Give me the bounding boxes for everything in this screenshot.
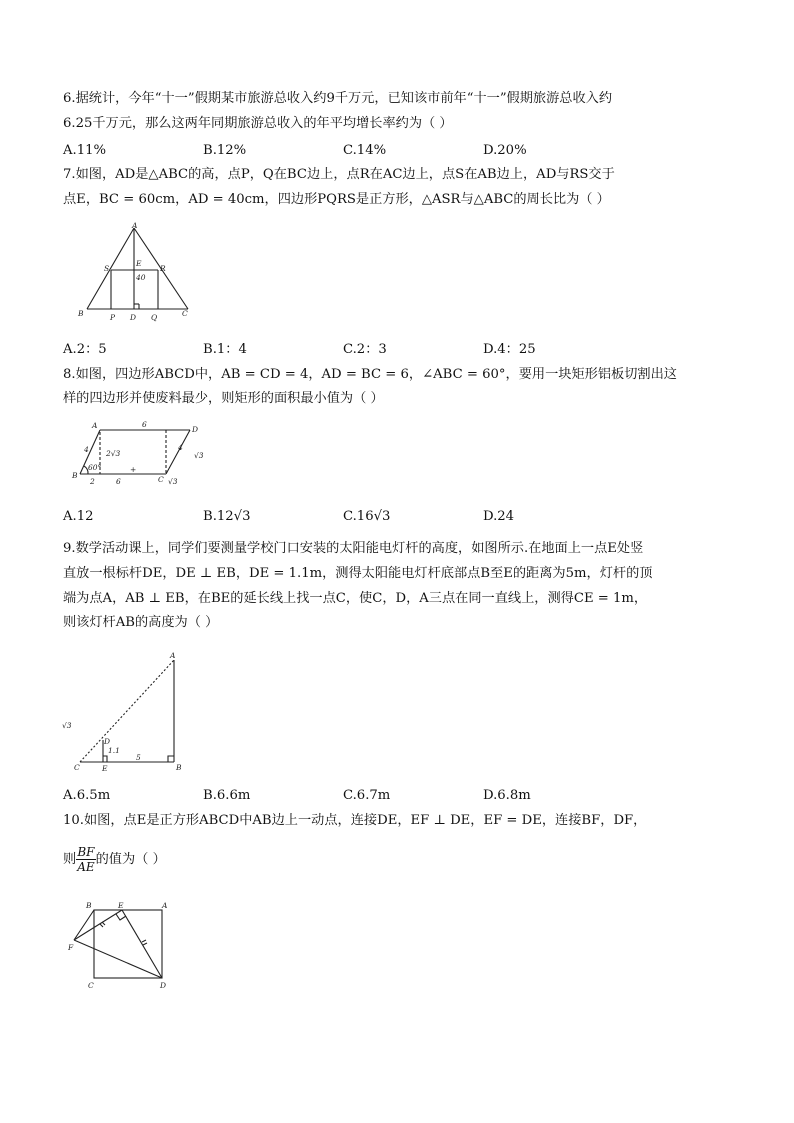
q7-line2: 点E，BC = 60cm，AD = 40cm，四边形PQRS是正方形，△ASR与△ABC的周长比为（ ）: [63, 192, 610, 207]
q8-option-d[interactable]: D.24: [483, 509, 515, 524]
q10-label-c: C: [88, 981, 94, 990]
q10-square-diagram: [68, 900, 174, 992]
q9-figure: [58, 650, 190, 772]
q8-label-rr: 4: [178, 443, 183, 452]
q6-option-b[interactable]: B.12%: [203, 143, 247, 158]
q10-figure: [68, 900, 174, 992]
q10-line2-prefix: 则: [63, 852, 77, 867]
q7-option-b[interactable]: B.1：4: [203, 342, 247, 357]
q8-label-angle: 60°: [88, 463, 102, 472]
q10-label-a: A: [162, 901, 168, 910]
q9-option-d[interactable]: D.6.8m: [483, 788, 531, 803]
q8-label-a: A: [92, 421, 98, 430]
q9-line4: 则该灯杆AB的高度为（ ）: [63, 615, 219, 630]
q7-label-r: R: [160, 264, 166, 273]
q10-label-b: B: [86, 901, 92, 910]
q7-option-a[interactable]: A.2：5: [63, 342, 107, 357]
q6-option-c[interactable]: C.14%: [343, 143, 387, 158]
q6-option-a[interactable]: A.11%: [63, 143, 107, 158]
q7-label-note: 40: [136, 273, 146, 282]
q7-triangle-diagram: [70, 222, 200, 330]
q9-option-c[interactable]: C.6.7m: [343, 788, 391, 803]
q8-option-a[interactable]: A.12: [63, 509, 94, 524]
q9-label-5: 5: [136, 753, 141, 762]
q10-fraction-numerator: BF: [77, 845, 95, 859]
q10-label-d: D: [160, 981, 167, 990]
q7-label-d: D: [130, 313, 137, 322]
q10-fraction: [76, 845, 95, 874]
q9-label-c: C: [74, 763, 80, 772]
q8-label-b: B: [72, 471, 78, 480]
q8-label-b6: 6: [116, 477, 121, 486]
q8-label-d: D: [192, 425, 199, 434]
q8-option-b[interactable]: B.12√3: [203, 509, 251, 524]
q9-label-side: √3: [62, 721, 72, 730]
q8-label-c3: √3: [168, 477, 178, 486]
q7-label-b: B: [78, 309, 84, 318]
q6-option-d[interactable]: D.20%: [483, 143, 527, 158]
q9-option-b[interactable]: B.6.6m: [203, 788, 251, 803]
q10-line2-suffix: 的值为（ ）: [95, 852, 166, 867]
q9-line3: 端为点A，AB ⊥ EB，在BE的延长线上找一点C，使C，D，A三点在同一直线上，测得CE = 1m，: [63, 591, 648, 606]
q7-figure: [70, 222, 200, 330]
q7-label-s: S: [104, 264, 110, 273]
q9-label-d: D: [104, 737, 111, 746]
q9-line1: 9.数学活动课上，同学们要测量学校门口安装的太阳能电灯杆的高度，如图所示.在地面上一点E处竖: [63, 541, 644, 556]
q8-figure: [68, 418, 218, 494]
q10-label-f: F: [68, 943, 74, 952]
q8-option-c[interactable]: C.16√3: [343, 509, 391, 524]
q10-line2: [63, 845, 166, 874]
q7-label-c: C: [182, 309, 188, 318]
q10-line1: 10.如图，点E是正方形ABCD中AB边上一动点，连接DE，EF ⊥ DE，EF = DE，连接BF，DF，: [63, 813, 647, 828]
q8-label-c: C: [158, 475, 164, 484]
q10-label-e: E: [118, 901, 124, 910]
q6-line1: 6.据统计，今年“十一”假期某市旅游总收入约9千万元，已知该市前年“十一”假期旅游总收入约: [63, 91, 613, 106]
q7-line1: 7.如图，AD是△ABC的高，点P，Q在BC边上，点R在AC边上，点S在AB边上，AD与RS交于: [63, 167, 615, 182]
q7-label-q: Q: [151, 313, 158, 322]
q8-parallelogram-diagram: [68, 418, 218, 494]
q7-label-p: P: [110, 313, 116, 322]
q9-label-1-1: 1.1: [108, 746, 120, 755]
q7-label-a: A: [132, 222, 138, 230]
q7-option-c[interactable]: C.2：3: [343, 342, 387, 357]
q7-option-d[interactable]: D.4：25: [483, 342, 536, 357]
q9-line2: 直放一根标杆DE，DE ⊥ EB，DE = 1.1m，测得太阳能电灯杆底部点B至E的距离为5m，灯杆的顶: [63, 566, 653, 581]
q8-label-top: 6: [142, 420, 147, 429]
q9-lamppost-diagram: [58, 650, 190, 772]
q8-label-mid: 2√3: [106, 449, 121, 458]
q8-label-r3: √3: [194, 451, 204, 460]
q8-label-left: 4: [84, 445, 89, 454]
q9-label-a: A: [170, 651, 176, 660]
q8-label-b2: 2: [90, 477, 95, 486]
q6-line2: 6.25千万元，那么这两年同期旅游总收入的年平均增长率约为（ ）: [63, 116, 453, 131]
q9-label-b: B: [176, 763, 182, 772]
q10-fraction-denominator: AE: [77, 860, 95, 874]
q8-label-plus: +: [130, 465, 137, 474]
q7-label-e: E: [136, 259, 142, 268]
q8-line2: 样的四边形并使废料最少，则矩形的面积最小值为（ ）: [63, 391, 384, 406]
q8-line1: 8.如图，四边形ABCD中，AB = CD = 4，AD = BC = 6，∠ABC = 60°，要用一块矩形铝板切割出这: [63, 367, 677, 382]
q9-label-e: E: [102, 764, 108, 772]
q9-option-a[interactable]: A.6.5m: [63, 788, 111, 803]
